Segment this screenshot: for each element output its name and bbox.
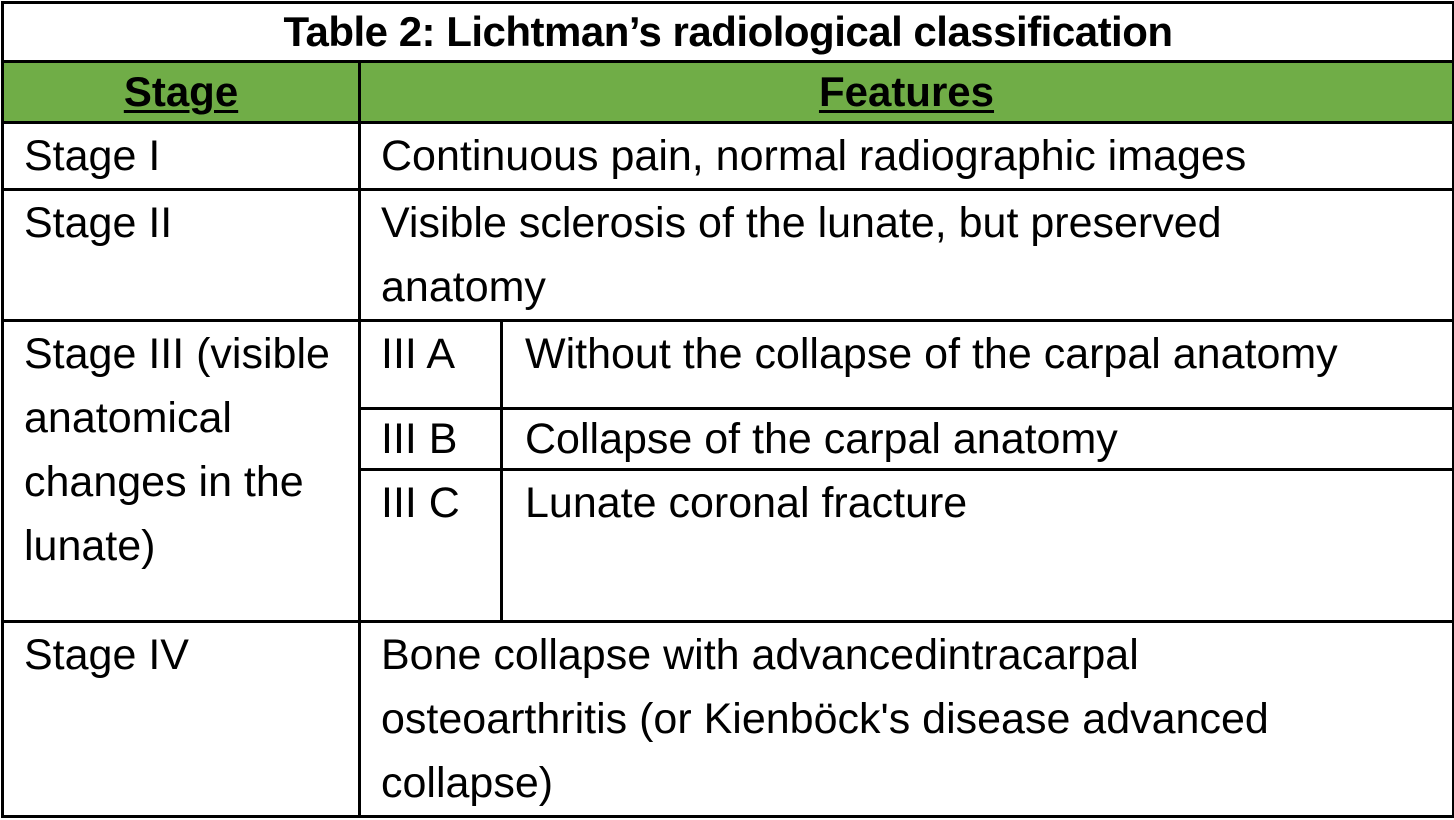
header-row [3,62,1454,123]
stage-1-label: Stage I [3,123,360,190]
table-row [3,622,1454,817]
stage-3c-code: III C [360,470,502,622]
stage-3-label: Stage III (visible anatomical changes in the lunate) [3,321,360,622]
table-row [3,321,1454,409]
stage-3c-features: Lunate coronal fracture [502,470,1454,622]
stage-3a-code: III A [360,321,502,409]
stage-3b-features: Collapse of the carpal anatomy [502,409,1454,470]
stage-4-features: Bone collapse with advancedintracarpal osteoarthritis (or Kienböck's disease advanced collapse) [360,622,1454,817]
stage-2-label: Stage II [3,190,360,321]
title-row [3,3,1454,62]
stage-3a-features: Without the collapse of the carpal anatomy [502,321,1454,409]
stage-1-features: Continuous pain, normal radiographic images [360,123,1454,190]
stage-4-label: Stage IV [3,622,360,817]
header-features: Features [360,62,1454,123]
header-stage: Stage [3,62,360,123]
lichtman-classification-table [1,1,1454,818]
stage-2-features: Visible sclerosis of the lunate, but preserved anatomy [360,190,1454,321]
table-title: Table 2: Lichtman’s radiological classification [3,3,1454,62]
table-row [3,123,1454,190]
stage-3b-code: III B [360,409,502,470]
table-row [3,190,1454,321]
